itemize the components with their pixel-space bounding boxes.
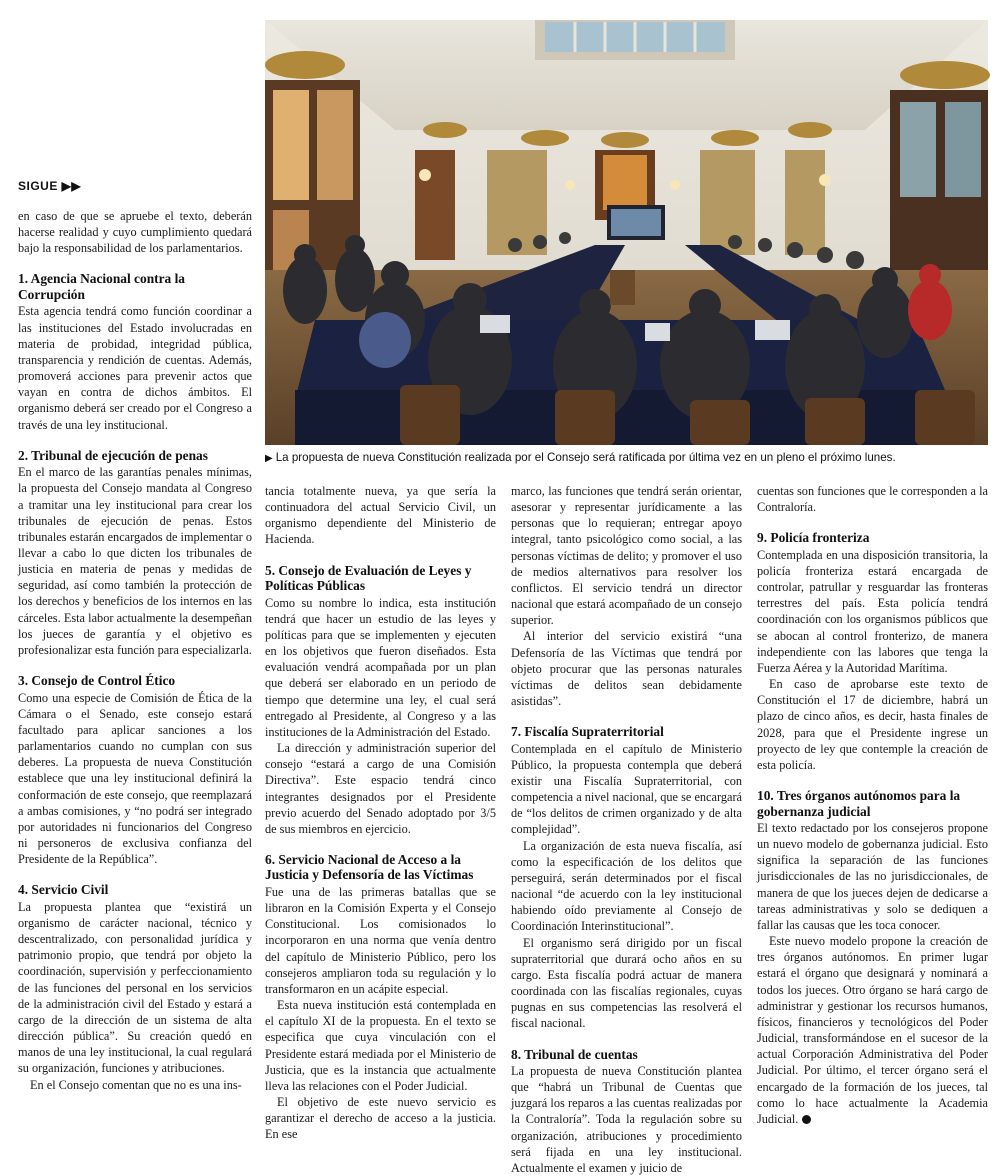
section-heading: 6. Servicio Nacional de Acceso a la Justicia y Defensoría de las Víctimas [265, 851, 474, 883]
section-heading: 3. Consejo de Control Ético [18, 673, 176, 689]
continues-label: SIGUE ▶▶ [18, 179, 82, 193]
section-heading: 5. Consejo de Evaluación de Leyes y Políticas Públicas [265, 562, 472, 594]
paragraph [757, 933, 988, 1127]
section-heading: 4. Servicio Civil [18, 882, 109, 898]
section-heading: 10. Tres órganos autónomos para la gobernanza judicial [757, 788, 961, 819]
paragraph: Como una especie de Comisión de Ética de la Cámara o el Senado, este consejo estará facultado para aplicar sanciones a los parlamentarios cuando no cumplan con sus deberes. La propuesta de nueva Constitución establece que una ley institucional definirá la conformación de este consejo, que reemplazará a ambas comisiones, y “no podrá ser integrado por autoridades ni funcionarios del Congreso ni personeros de exclusiva confianza del Presidente de la República”. [18, 690, 252, 867]
section-heading: 9. Policía fronteriza [757, 530, 870, 546]
caption-triangle-icon: ▶ [265, 453, 273, 464]
paragraph: Contemplada en una disposición transitoria, la policía fronteriza estará encargada de controlar, patrullar y resguardar las fronteras terrestres del país. Esta policía tendrá coordinación con los organismos públicos que se abocan al control fronterizo, de manera independiente con las labores que tenga la Fuerza Aérea y la Autoridad Marítima. [757, 547, 988, 675]
paragraph: cuentas son funciones que le corresponden a la Contraloría. [757, 484, 988, 515]
paragraph: Esta agencia tendrá como función coordinar a las instituciones del Estado involucradas en materia de probidad, integridad pública, transparencia y rendición de cuentas. Además, promoverá acciones para prevenir actos que vayan en contra de dichos ámbitos. El organismo deberá ser creado por el Congreso a través de una ley institucional. [18, 304, 252, 432]
paragraph: La organización de esta nueva fiscalía, así como la especificación de los delitos que perseguirá, serán determinados por el fiscal nacional “de acuerdo con la ley institucional habiendo oído previamente al Consejo de Coordinación Interinstitucional”. [511, 838, 742, 934]
paragraph: En caso de aprobarse este texto de Constitución el 17 de diciembre, habrá un plazo de cinco años, es decir, hasta finales de 2028, para que el Presidente ingrese un proyecto de ley que contemple la creación de esta policía. [757, 677, 988, 772]
column-3 [511, 483, 742, 1176]
paragraph: Contemplada en el capítulo de Ministerio Público, la propuesta contempla que deberá existir una Fiscalía Supraterritorial, con competencia a nivel nacional, que se encargará de “los delitos de crimen organizado y de alta complejidad”. [511, 741, 742, 837]
news-photo [265, 20, 988, 445]
paragraph: El organismo será dirigido por un fiscal supraterritorial que durará ocho años en su cargo. Esta fiscalía podrá actuar de manera coordinada con las fiscalías regionales, cuyas pugnas en sus competencias las resolverá el fiscal nacional. [511, 935, 742, 1031]
section-heading: 8. Tribunal de cuentas [511, 1046, 638, 1062]
end-of-article-dot-icon [802, 1115, 811, 1124]
column-1 [18, 208, 252, 1093]
paragraph: Al interior del servicio existirá “una Defensoría de las Víctimas que tendrá por objeto procurar que las personas naturales víctimas de delitos sean debidamente asistidas”. [511, 629, 742, 709]
paragraph: En el marco de las garantías penales mínimas, la propuesta del Consejo mandata al Congreso a tramitar una ley institucional para crear los tribunales de ejecución de penas. Estos tribunales estarán encargados de implementar o llevar a cabo lo que dicten los tribunales de justicia en materia de penas y medidas de seguridad, así como también la protección de los derechos y beneficios de los internos en las cárceles. Esta labor actualmente la desempeñan los jueces de garantía y el objetivo es profesionalizar esta función para especializarla. [18, 465, 252, 657]
council-session-photo [265, 20, 988, 445]
paragraph: El texto redactado por los consejeros propone un nuevo modelo de gobernanza judicial. Esto significa la separación de las funciones jurisdiccionales de las no jurisdiccionales, de manera de que los jueces dejen de dedicarse a tareas administrativas y solo se dediquen a fallar las causas que les toca conocer. [757, 821, 988, 932]
paragraph: La propuesta de nueva Constitución plantea que “habrá un Tribunal de Cuentas que juzgará los reparos a las cuentas realizadas por la Contraloría”. Toda la regulación sobre su organización, atribuciones y procedimiento será fijada en una ley institucional. Actualmente el examen y juicio de [511, 1064, 742, 1175]
paragraph: marco, las funciones que tendrá serán orientar, asesorar y representar jurídicamente a las personas que lo requieran; entregar apoyo integral, tanto psicológico como social, a las personas víctimas de delito; y promover el uso de medios alternativos para resolver los conflictos. El servicio tendrá un director nacional que estará acompañado de un consejo superior. [511, 484, 742, 628]
section-heading: 1. Agencia Nacional contra la Corrupción [18, 271, 185, 302]
paragraph: La propuesta plantea que “existirá un organismo de carácter nacional, técnico y descentralizado, con personalidad jurídica y patrimonio propio, que tendrá por objeto la coordinación, supervisión y perfeccionamiento de las funciones del personal en los servicios de la administración civil del Estado y estará a cargo de la dirección de un sistema de alta dirección pública”. Su creación quedó en manos de una ley institucional, la cual regulará su organización, funciones y atribuciones. [18, 899, 252, 1076]
paragraph: En el Consejo comentan que no es una ins- [30, 1077, 242, 1092]
section-heading: 7. Fiscalía Supraterritorial [511, 724, 664, 740]
paragraph-text: Este nuevo modelo propone la creación de tres órganos autónomos. En primer lugar estará el órgano que designará y nominará a todos los jueces. Otro órgano se hará cargo de administrar y gestionar los recursos humanos, físicos, financieros y tecnológicos del Poder Judicial, transformándose en el sucesor de la actual Corporación Administrativa del Poder Judicial. Por último, el tercer órgano será el encargado de la formación de los jueces, tal como lo hace actualmente la Academia Judicial. [757, 934, 988, 1126]
paragraph: La dirección y administración superior del consejo “estará a cargo de una Comisión Directiva”. Este espacio tendrá cinco integrantes designados por el Presidente previo acuerdo del Senado adoptado por 3/5 de sus miembros en ejercicio. [265, 741, 496, 836]
paragraph: El objetivo de este nuevo servicio es garantizar el derecho de acceso a la justicia. En ese [265, 1095, 496, 1142]
column-4 [757, 483, 988, 1127]
paragraph: tancia totalmente nueva, ya que sería la continuadora del actual Servicio Civil, un organismo dependiente del Ministerio de Hacienda. [265, 484, 496, 547]
paragraph: Como su nombre lo indica, esta institución tendrá que hacer un estudio de las leyes y políticas para que se implementen y ejecuten en los objetivos que fueron diseñados. Esta evaluación vendrá acompañada por un plan que deberá ser elaborado en un periodo de tiempo que determine una ley, el cual será entregado al Presidente, al Congreso y a las instituciones de la Administración del Estado. [265, 595, 496, 739]
paragraph: Fue una de las primeras batallas que se libraron en la Comisión Experta y el Consejo Constitucional. Los comisionados lo incorporaron en una norma que venía dentro del capítulo de Ministerio Público, pero los consejeros ampliaron toda su regulación y lo transformaron en un acápite especial. [265, 884, 496, 996]
section-heading: 2. Tribunal de ejecución de penas [18, 447, 208, 463]
column-2 [265, 483, 496, 1142]
paragraph: Esta nueva institución está contemplada en el capítulo XI de la propuesta. En el texto se especifica que cuya vinculación con el Presidente estará mediada por el Ministerio de Justicia, que es la instancia que actualmente lleva las relaciones con el Poder Judicial. [265, 998, 496, 1093]
photo-caption: ▶ La propuesta de nueva Constitución realizada por el Consejo será ratificada por última vez en un pleno el próximo lunes. [265, 451, 896, 464]
paragraph: en caso de que se apruebe el texto, deberán hacerse realidad y cuyo cumplimiento quedará bajo la responsabilidad de los parlamentarios. [18, 209, 252, 256]
